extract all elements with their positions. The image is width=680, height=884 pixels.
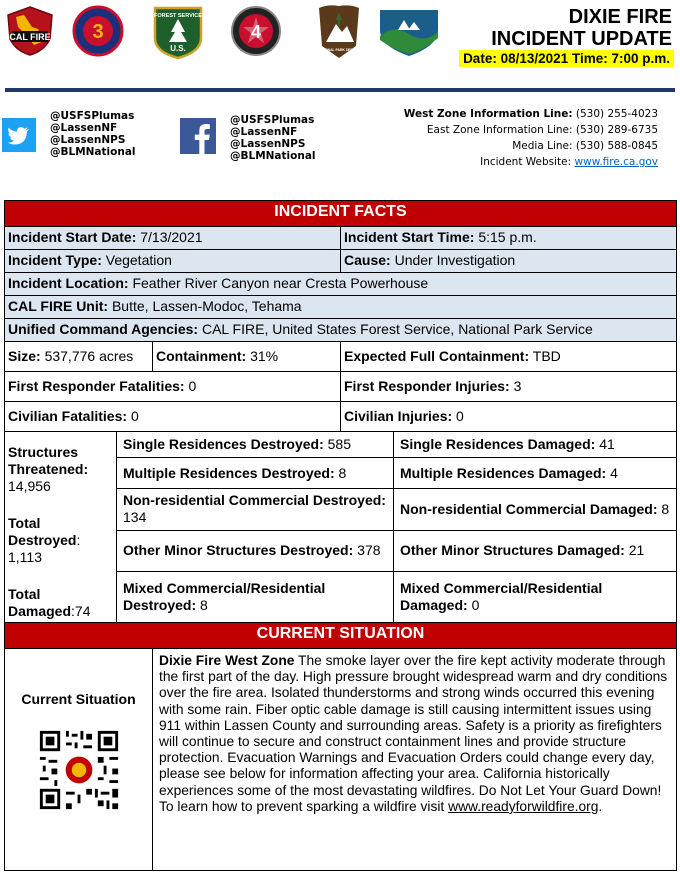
cal-fire-logo-text: CAL FIRE (9, 32, 51, 42)
incident-start-time: Incident Start Time: 5:15 p.m. (341, 227, 677, 250)
california-incident-management-team-4-logo (230, 5, 282, 57)
media-line: Media Line: (530) 588-0845 (512, 140, 658, 152)
team-4-number: 4 (250, 22, 262, 42)
twitter-handle[interactable]: @USFSPlumas (50, 110, 135, 122)
other-minor-structures-damaged: Other Minor Structures Damaged: 21 (394, 530, 677, 572)
non-residential-commercial-damaged: Non-residential Commercial Damaged: 8 (394, 488, 677, 530)
title-line-2: INCIDENT UPDATE (491, 28, 672, 50)
time-value: 7:00 p.m. (611, 51, 670, 66)
date-value: 08/13/2021 (500, 51, 569, 66)
current-situation-label-cell (5, 649, 153, 871)
structures-summary (5, 432, 117, 623)
date-label: Date: (463, 51, 497, 66)
current-situation-label: Current Situation (21, 691, 136, 707)
incident-cause: Cause: Under Investigation (341, 250, 677, 273)
twitter-handle[interactable]: @BLMNational (50, 146, 136, 158)
twitter-handle[interactable]: @LassenNPS (50, 134, 126, 146)
facebook-handle[interactable]: @USFSPlumas (230, 114, 315, 126)
civilian-injuries: Civilian Injuries: 0 (341, 402, 677, 432)
total-destroyed: Total Destroyed: 1,113 (8, 515, 81, 565)
situation-body: The smoke layer over the fire kept activity moderate through the first part of the day. High pressure brought widespread warm and dry conditions over the fire area. Isolated thunderstorms and strong winds occurred this evening with some rain. Fiber optic cable damage is still causing intermittent issues using 911 within Lassen County and surrounding areas. Safety is a priority as firefighters will continue to secure and construct containment lines and provide structure protection. Evacuation Warnings and Evacuation Orders could change every day, please see below for information affecting your area. California historically experiences some of the most devastating wildfires. Do Not Let Your Guard Down! To learn how to prevent sparking a wildfire visit (159, 653, 668, 814)
usfs-logo-text: U.S. (170, 44, 186, 53)
facebook-handle[interactable]: @LassenNPS (230, 138, 306, 150)
incident-facts-table (4, 200, 677, 871)
incident-website-link[interactable]: www.fire.ca.gov (574, 156, 658, 168)
nps-logo-text: NATIONAL PARK SERVICE (317, 48, 361, 52)
mixed-commercial-residential-damaged: Mixed Commercial/Residential Damaged: 0 (394, 572, 677, 623)
date-time-banner (459, 50, 674, 67)
first-responder-injuries: First Responder Injuries: 3 (341, 372, 677, 402)
forest-service-logo (151, 4, 205, 60)
structures-threatened: Structures Threatened: 14,956 (8, 444, 89, 494)
total-damaged: Total Damaged:74 (8, 586, 91, 619)
twitter-icon[interactable] (2, 118, 36, 152)
national-park-service-logo (316, 2, 362, 60)
twitter-handles (50, 110, 136, 158)
facebook-handles (230, 114, 316, 162)
facebook-handle[interactable]: @LassenNF (230, 126, 298, 138)
forest-service-logo-text: FOREST SERVICE (154, 13, 202, 19)
mixed-commercial-residential-destroyed: Mixed Commercial/Residential Destroyed: 8 (117, 572, 394, 623)
incident-management-team-3-logo (72, 5, 124, 57)
incident-website: Incident Website: www.fire.ca.gov (480, 156, 658, 168)
non-residential-commercial-destroyed: Non-residential Commercial Destroyed: 134 (117, 488, 394, 530)
current-situation-text: Dixie Fire West Zone The smoke layer over the fire kept activity moderate through the first part of the day. High pressure brought widespread warm and dry conditions over the fire area. Isolated thunderstorms and strong winds occurred this evening with some rain. Fiber optic cable damage is still causing intermittent issues using 911 within Lassen County and surrounding areas. Safety is a priority as firefighters will continue to secure and construct containment lines and provide structure protection. Evacuation Warnings and Evacuation Orders could change every day, please see below for information affecting your area. California historically experiences some of the most devastating wildfires. Do Not Let Your Guard Down! To learn how to prevent sparking a wildfire visit www.readyforwildfire.org. (153, 649, 677, 871)
twitter-handle[interactable]: @LassenNF (50, 122, 118, 134)
cal-fire-logo (4, 5, 56, 57)
zone-name: Dixie Fire West Zone (159, 653, 295, 668)
incident-start-date: Incident Start Date: 7/13/2021 (5, 227, 341, 250)
facebook-handle[interactable]: @BLMNational (230, 150, 316, 162)
bureau-of-land-management-logo (378, 8, 440, 58)
cal-fire-unit: CAL FIRE Unit: Butte, Lassen-Modoc, Tehama (5, 296, 677, 319)
first-responder-fatalities: First Responder Fatalities: 0 (5, 372, 341, 402)
expected-full-containment: Expected Full Containment: TBD (341, 342, 677, 372)
other-minor-structures-destroyed: Other Minor Structures Destroyed: 378 (117, 530, 394, 572)
header-divider (5, 88, 675, 92)
west-zone-line: West Zone Information Line: (530) 255-4023 (403, 108, 658, 120)
title-line-1: DIXIE FIRE (568, 6, 672, 28)
single-residences-destroyed: Single Residences Destroyed: 585 (117, 432, 394, 458)
multiple-residences-damaged: Multiple Residences Damaged: 4 (394, 458, 677, 488)
incident-type: Incident Type: Vegetation (5, 250, 341, 273)
incident-facts-heading: INCIDENT FACTS (5, 201, 677, 227)
unified-command-agencies: Unified Command Agencies: CAL FIRE, United States Forest Service, National Park Service (5, 319, 677, 342)
civilian-fatalities: Civilian Fatalities: 0 (5, 402, 341, 432)
team-3-number: 3 (92, 21, 104, 43)
qr-code[interactable] (37, 728, 121, 812)
facebook-icon[interactable] (180, 118, 216, 154)
current-situation-heading: CURRENT SITUATION (5, 623, 677, 649)
single-residences-damaged: Single Residences Damaged: 41 (394, 432, 677, 458)
contact-info (404, 106, 658, 170)
fire-size: Size: 537,776 acres (5, 342, 153, 372)
containment: Containment: 31% (153, 342, 341, 372)
east-zone-line: East Zone Information Line: (530) 289-6735 (426, 124, 658, 136)
multiple-residences-destroyed: Multiple Residences Destroyed: 8 (117, 458, 394, 488)
time-label: Time: (571, 51, 608, 66)
ready-for-wildfire-link[interactable]: www.readyforwildfire.org (448, 798, 599, 814)
incident-location: Incident Location: Feather River Canyon near Cresta Powerhouse (5, 273, 677, 296)
